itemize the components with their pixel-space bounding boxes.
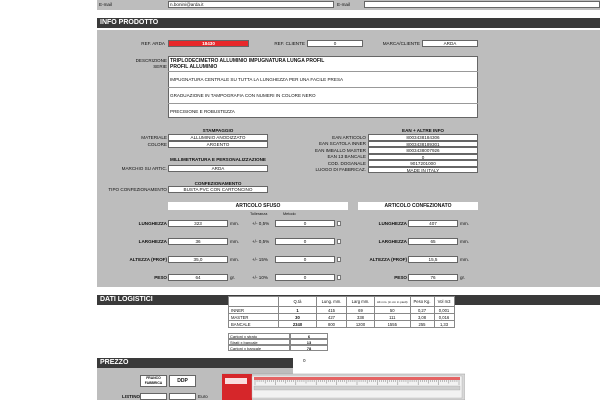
dati-logistici-header: DATI LOGISTICI [97,295,600,305]
descrizione-label: DESCRIZIONE [135,58,167,63]
sfuso-row-label: PESO [154,275,167,280]
conf-row-label: LARGHEZZA [378,239,407,244]
desc-divider-1 [168,71,478,72]
ean-row-value[interactable]: MADE IN ITALY [368,167,478,174]
table-cell: 30 [279,314,317,321]
email-field[interactable]: n.bonini@arda.it [168,1,334,8]
desc-line-3[interactable]: PRECISIONE E ROBUSTEZZA [170,109,235,114]
colore-field[interactable]: ARGENTO [168,141,268,148]
table-cell: 1555 [375,321,411,328]
logistici-extra-label: Cartoni x bancale [228,345,290,351]
sfuso-row-value[interactable]: 36 [168,238,228,245]
logistici-column-header: Alt mm. (in cm in piedi) [375,297,411,307]
table-cell: 50 [375,307,411,314]
franco-fabbrica-cell: FRANCO FABBRICA [140,375,167,387]
ean-row-value[interactable]: 8003438189301 [368,141,478,148]
logistici-table-wrap [228,296,455,328]
desc-line-2[interactable]: GRADUAZIONE IN TAMPOGRAFIA CON NUMERI IN COLORE NERO [170,93,316,98]
table-cell: 69 [347,307,375,314]
table-cell: 0,001 [434,307,454,314]
ref-cliente-label: REF. CLIENTE [274,41,305,46]
ean-row-value[interactable]: 0 [368,154,478,161]
metodo-label: Metodo [283,212,296,216]
logistici-table [228,296,455,328]
logistici-extra-label: Strati x bancale [228,339,290,345]
ruler-package-icon [222,372,465,400]
prezzo-header: PREZZO [97,358,293,368]
logistici-extra-value: 13 [290,339,328,345]
table-cell: 1,33 [434,321,454,328]
sfuso-row-check[interactable] [337,221,341,226]
logistici-header-row [229,297,455,307]
confezionato-title: ARTICOLO CONFEZIONATO [384,203,452,209]
desc-divider-2 [168,87,478,88]
ref-arda-field[interactable]: 18430 [168,40,249,47]
sfuso-row-method[interactable]: 0 [275,274,335,281]
ean-row-label: EAN 13 BANCALE [327,154,366,159]
listino-franco-field[interactable] [140,393,167,400]
table-cell: 338 [347,314,375,321]
logistici-column-header: Q.tà [279,297,317,307]
conf-row-label: LUNGHEZZA [378,221,407,226]
stampaggio-title: STAMPAGGIO [202,128,234,133]
listino-ddp-field[interactable] [169,393,196,400]
conf-row-unit: mm. [460,221,469,226]
table-cell: 3,08 [410,314,434,321]
sfuso-row-method[interactable]: 0 [275,220,335,227]
logistici-extra-value: 78 [290,345,328,351]
conf-row-unit: gr. [460,275,466,280]
logistici-extra-label: Cartoni x strato [228,333,290,339]
table-row [229,321,455,328]
ddp-cell: DDP [169,375,196,387]
table-cell: 2340 [279,321,317,328]
table-cell: 255 [410,321,434,328]
sfuso-title: ARTICOLO SFUSO [235,203,281,209]
serie-label: SERIE [153,64,167,69]
email2-field[interactable] [364,1,600,8]
listino-label: LISTINO [122,394,141,399]
ean-row-value[interactable]: 9017201000 [368,160,478,167]
conf-row-value[interactable]: 76 [408,274,458,281]
marca-field[interactable]: ARDA [422,40,478,47]
table-row [229,307,455,314]
ean-row-label: COD. DOGANALE [327,160,366,166]
colore-label: COLORE [147,142,167,147]
materiale-label: MATERIALE [141,135,167,140]
sfuso-row-label: ALTEZZA (PROF) [129,257,167,262]
ean-row-label: EAN SCATOLA INNER [318,141,366,146]
marca-label: MARCA/CLIENTE [382,41,420,46]
ref-arda-label: REF. ARDA [141,41,165,46]
logistici-column-header: Lung. mm. [317,297,347,307]
conf-row-label: ALTEZZA (PROF) [369,257,407,262]
conf-row-value[interactable]: 407 [408,220,458,227]
sfuso-row-tolerance: +/- 15% [252,257,268,262]
conf-row-unit: mm. [460,257,469,262]
ean-row-value[interactable]: 8003438184306 [368,134,478,141]
conf-row-unit: mm. [460,239,469,244]
sfuso-row-check[interactable] [337,257,341,262]
marchio-label: MARCHIO SU ARTIC. [121,166,167,171]
ref-cliente-field[interactable]: 0 [307,40,363,47]
logistici-extra-value: 6 [290,333,328,339]
logistici-column-header: Peso Kg. [410,297,434,307]
conf-row-value[interactable]: 15,5 [408,256,458,263]
ean-title: EAN + ALTRE INFO [402,128,444,133]
euro-label: Euro [198,394,208,399]
sfuso-row-label: LARGHEZZA [138,239,167,244]
ean-row-label: LUOGO DI FABBRICAZ. [315,167,366,172]
table-cell: 0,27 [410,307,434,314]
sfuso-row-label: LUNGHEZZA [138,221,167,226]
millimetratura-title: MILLIMETRATURA E PERSONALIZZAZIONE [170,157,266,162]
table-cell: 111 [375,314,411,321]
sfuso-row-value[interactable]: 35,0 [168,256,228,263]
tipo-conf-field[interactable]: BUSTA PVC CON CARTONCINO [168,186,268,193]
logistici-column-header: Larg mm. [347,297,375,307]
conf-row-value[interactable]: 65 [408,238,458,245]
table-cell: BANCALE [229,321,279,328]
tolleranza-label: Tolleranza [250,212,268,216]
table-cell: 1200 [347,321,375,328]
email-label: E-mail [99,2,113,7]
sfuso-row-method[interactable]: 0 [275,238,335,245]
serie-value[interactable]: PROFIL ALLUMINIO [170,64,218,70]
sfuso-row-unit: mm. [230,221,239,226]
table-cell: INNER [229,307,279,314]
table-row [229,314,455,321]
table-cell: 415 [317,307,347,314]
email2-label: E-mail [337,2,351,7]
sfuso-row-value[interactable]: 323 [168,220,228,227]
sfuso-row-method[interactable]: 0 [275,256,335,263]
product-image [222,372,465,400]
ean-row-label: EAN IMBALLO MASTER [314,147,366,153]
descrizione-value[interactable]: TRIPLODECIMETRO ALLUMINIO IMPUGNATURA LUNGA PROFIL [170,58,325,64]
confezionamento-title: CONFEZIONAMENTO [194,181,242,186]
sfuso-row-unit: mm. [230,257,239,262]
table-cell: 1 [279,307,317,314]
logistici-column-header [229,297,279,307]
table-cell: MASTER [229,314,279,321]
conf-row-label: PESO [394,275,407,280]
sfuso-row-unit: gr. [230,275,236,280]
sfuso-row-tolerance: +/- 0,5% [252,239,270,244]
ean-row-value[interactable]: 8003438007926 [368,147,478,154]
image-marker: 0 [303,358,306,363]
ean-row-label: EAN ARTICOLO [332,134,366,140]
sfuso-row-value[interactable]: 64 [168,274,228,281]
desc-line-1[interactable]: IMPUGNATURA CENTRALE SU TUTTA LA LUNGHEZZA PER UNA FACILE PRESA [170,77,344,82]
table-cell: 800 [317,321,347,328]
info-prodotto-header: INFO PRODOTTO [97,18,600,28]
logistici-column-header: Vol m3 [434,297,454,307]
sfuso-row-check[interactable] [337,239,341,244]
desc-divider-3 [168,103,478,104]
tipo-conf-label: TIPO CONFEZIONAMENTO [108,187,167,192]
sfuso-row-tolerance: +/- 10% [252,275,268,280]
table-cell: 427 [317,314,347,321]
marchio-field[interactable]: ARDA [168,165,268,172]
table-cell: 0,016 [434,314,454,321]
sfuso-row-check[interactable] [337,275,341,280]
materiale-field[interactable]: ALLUMINIO ANODIZZATO [168,134,268,141]
sfuso-row-tolerance: +/- 0,5% [252,221,270,226]
sfuso-row-unit: mm. [230,239,239,244]
